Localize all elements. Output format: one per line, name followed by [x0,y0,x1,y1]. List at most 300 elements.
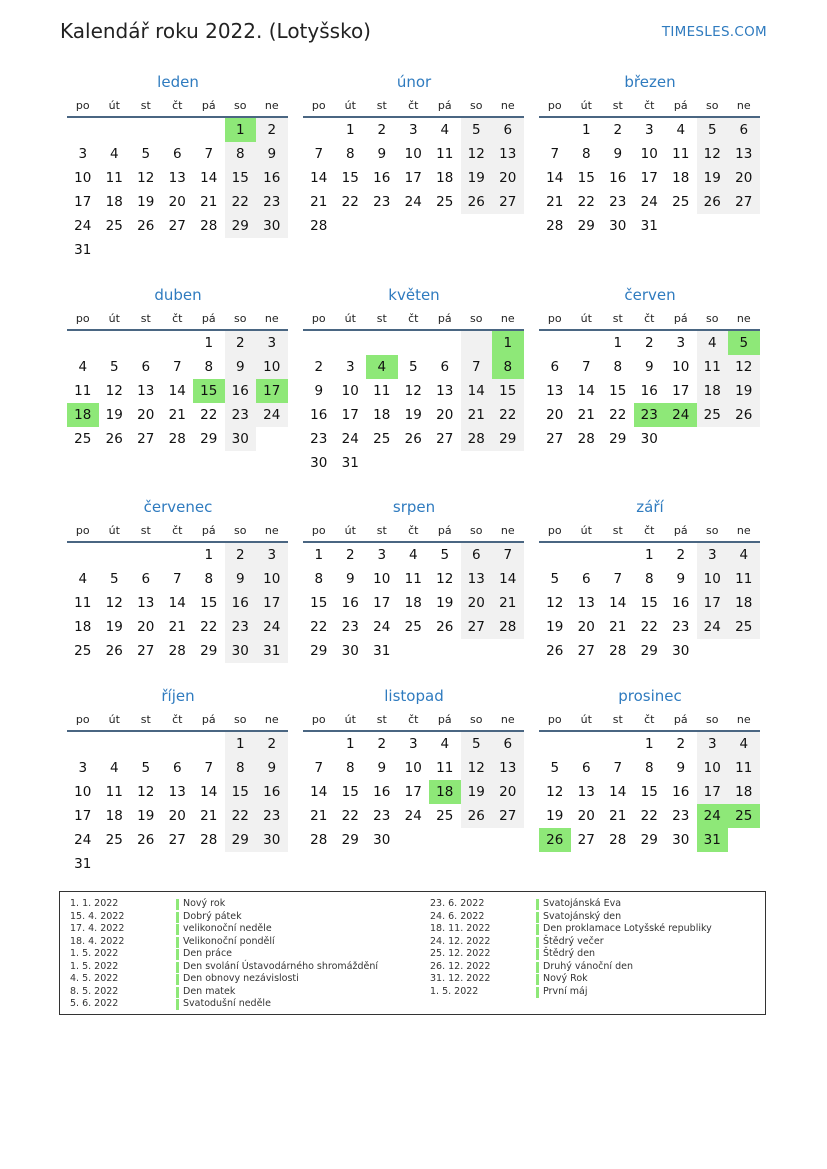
day-cell: 13 [168,784,186,800]
day-cell: 28 [200,218,218,234]
day-cell: 12 [546,784,564,800]
month-name: říjen [161,687,195,705]
day-cell: 11 [672,146,690,162]
weekday-label: pá [673,312,688,325]
legend-date: 23. 6. 2022 [430,898,485,909]
weekday-label: so [706,312,719,325]
weekday-label: po [547,312,562,325]
day-cell: 17 [404,170,422,186]
legend-holiday-name: Svatojánská Eva [543,898,622,909]
day-cell: 24 [341,431,359,447]
weekday-header [539,312,761,326]
weekday-label: ne [500,713,515,726]
weekday-label: út [580,99,592,112]
legend-holiday-name: První máj [543,985,588,997]
day-cell: 15 [492,379,524,403]
day-cell: 27 [168,218,186,234]
day-cell: 25 [697,403,729,427]
legend-marker [176,899,179,910]
day-cell: 25 [672,194,690,210]
day-cell: 25 [728,615,760,639]
legend-date: 5. 6. 2022 [70,998,119,1009]
day-cell: 14 [492,567,524,591]
day-cell: 23 [672,619,690,635]
holiday-day: 17 [256,379,288,403]
day-cell: 11 [105,170,123,186]
day-cell: 31 [341,455,359,471]
day-cell: 20 [728,166,760,190]
weekday-label: čt [172,99,183,112]
day-cell: 27 [461,615,493,639]
day-cell: 9 [676,760,686,776]
day-cell: 1 [345,122,355,138]
day-cell: 2 [314,359,324,375]
day-cell: 12 [461,142,493,166]
day-cell: 20 [137,407,155,423]
day-cell: 21 [577,407,595,423]
day-cell: 24 [74,832,92,848]
day-cell: 26 [137,218,155,234]
day-cell: 18 [74,619,92,635]
day-cell: 3 [78,760,88,776]
day-cell: 25 [404,619,422,635]
day-cell: 31 [74,856,92,872]
weekday-header [539,713,761,727]
day-cell: 29 [640,832,658,848]
day-cell: 30 [609,218,627,234]
legend-date: 31. 12. 2022 [430,973,491,984]
day-cell: 7 [172,571,182,587]
day-cell: 22 [225,804,257,828]
day-cell: 22 [577,194,595,210]
legend-date: 24. 12. 2022 [430,935,491,947]
day-cell: 2 [644,335,654,351]
day-cell: 21 [200,194,218,210]
day-cell: 6 [141,571,151,587]
legend-holiday-name: Svatodušní neděle [183,998,271,1009]
day-cell: 18 [728,780,760,804]
day-cell: 3 [78,146,88,162]
day-cell: 2 [676,547,686,563]
day-cell: 15 [341,170,359,186]
day-cell: 6 [581,571,591,587]
day-cell: 2 [345,547,355,563]
day-cell: 24 [404,194,422,210]
weekday-header [303,312,525,326]
day-cell: 6 [172,146,182,162]
holiday-day: 18 [67,403,99,427]
month-name: srpen [392,498,436,516]
weekday-label: st [140,524,151,537]
day-cell: 13 [728,142,760,166]
day-cell: 22 [310,619,328,635]
day-cell: 23 [225,403,257,427]
day-cell: 17 [640,170,658,186]
weekday-label: po [311,524,326,537]
day-cell: 5 [550,760,560,776]
day-cell: 20 [461,591,493,615]
day-cell: 22 [341,808,359,824]
day-cell: 2 [377,736,387,752]
weekday-label: čt [172,713,183,726]
weekday-label: st [140,99,151,112]
day-cell: 24 [697,615,729,639]
day-cell: 2 [256,118,288,142]
legend-marker [536,962,539,973]
weekday-label: čt [644,713,655,726]
legend-marker [536,924,539,935]
day-cell: 22 [609,407,627,423]
day-cell: 24 [256,403,288,427]
day-cell: 14 [200,784,218,800]
day-cell: 9 [377,146,387,162]
day-cell: 22 [640,808,658,824]
weekday-label: so [234,99,247,112]
day-cell: 29 [200,643,218,659]
day-cell: 20 [137,619,155,635]
day-cell: 27 [492,804,524,828]
holiday-day: 5 [728,331,760,355]
weekday-header [303,524,525,538]
legend-marker [536,974,539,985]
day-cell: 13 [137,383,155,399]
day-cell: 26 [697,190,729,214]
legend-date: 18. 4. 2022 [70,935,125,947]
day-cell: 21 [168,407,186,423]
day-cell: 20 [546,407,564,423]
day-cell: 16 [225,591,257,615]
weekday-label: po [547,524,562,537]
day-cell: 23 [609,194,627,210]
day-cell: 10 [256,567,288,591]
weekday-header [67,713,289,727]
day-cell: 28 [200,832,218,848]
day-cell: 5 [109,571,119,587]
holiday-day: 15 [193,379,225,403]
weekday-label: pá [673,99,688,112]
day-cell: 13 [461,567,493,591]
day-cell: 16 [225,379,257,403]
day-cell: 4 [78,359,88,375]
weekday-label: so [706,713,719,726]
day-cell: 3 [644,122,654,138]
weekday-label: út [108,713,120,726]
weekday-label: st [140,713,151,726]
day-cell: 15 [225,166,257,190]
day-cell: 20 [492,780,524,804]
day-cell: 10 [74,170,92,186]
day-cell: 10 [341,383,359,399]
weekday-label: so [470,99,483,112]
day-cell: 6 [440,359,450,375]
legend-holiday-name: Den svolání Ústavodárného shromáždění [183,960,378,972]
day-cell: 15 [609,383,627,399]
day-cell: 27 [546,431,564,447]
legend-holiday-name: velikonoční neděle [183,923,272,934]
day-cell: 29 [225,214,257,238]
day-cell: 15 [341,784,359,800]
weekday-label: út [108,99,120,112]
day-cell: 6 [492,732,524,756]
day-cell: 22 [200,619,218,635]
day-cell: 7 [204,760,214,776]
day-cell: 13 [577,784,595,800]
weekday-label: út [580,713,592,726]
weekday-label: ne [264,524,279,537]
weekday-label: čt [644,312,655,325]
holiday-day: 23 [634,403,666,427]
day-cell: 31 [373,643,391,659]
day-cell: 27 [436,431,454,447]
day-cell: 19 [137,808,155,824]
day-cell: 11 [404,571,422,587]
day-cell: 6 [172,760,182,776]
legend-holiday-name: Den obnovy nezávislosti [183,973,299,984]
day-cell: 10 [697,567,729,591]
day-cell: 24 [256,615,288,639]
day-cell: 20 [492,166,524,190]
month-name: prosinec [618,687,682,705]
day-cell: 8 [204,571,214,587]
day-cell: 3 [408,122,418,138]
day-cell: 9 [676,571,686,587]
day-cell: 25 [105,218,123,234]
day-cell: 3 [408,736,418,752]
weekday-label: pá [673,524,688,537]
weekday-label: ne [500,99,515,112]
weekday-header [303,713,525,727]
day-cell: 24 [74,218,92,234]
holiday-day: 31 [697,828,729,852]
day-cell: 14 [200,170,218,186]
day-cell: 29 [200,431,218,447]
legend-marker [536,912,539,923]
weekday-label: so [706,99,719,112]
day-cell: 2 [225,543,257,567]
day-cell: 28 [310,832,328,848]
legend-marker [176,962,179,973]
day-cell: 28 [168,643,186,659]
day-cell: 12 [697,142,729,166]
holiday-day: 26 [539,828,571,852]
day-cell: 12 [105,383,123,399]
weekday-label: ne [264,713,279,726]
legend-date: 26. 12. 2022 [430,960,491,972]
day-cell: 4 [109,146,119,162]
month-name: květen [388,286,440,304]
day-cell: 17 [404,784,422,800]
weekday-label: so [234,713,247,726]
day-cell: 11 [728,567,760,591]
day-cell: 31 [74,242,92,258]
day-cell: 7 [492,543,524,567]
holiday-day: 24 [697,804,729,828]
day-cell: 17 [256,591,288,615]
weekday-label: čt [408,524,419,537]
day-cell: 30 [373,832,391,848]
day-cell: 19 [546,808,564,824]
day-cell: 12 [436,571,454,587]
day-cell: 16 [640,383,658,399]
day-cell: 8 [581,146,591,162]
legend-date: 8. 5. 2022 [70,985,119,997]
day-cell: 8 [314,571,324,587]
day-cell: 23 [672,808,690,824]
weekday-label: st [376,713,387,726]
weekday-label: ne [736,713,751,726]
day-cell: 9 [613,146,623,162]
day-cell: 18 [436,170,454,186]
day-cell: 30 [341,643,359,659]
day-cell: 20 [168,808,186,824]
day-cell: 7 [461,355,493,379]
weekday-label: pá [201,99,216,112]
day-cell: 7 [581,359,591,375]
legend-holiday-name: Nový rok [183,898,226,909]
holiday-day: 1 [492,331,524,355]
weekday-label: pá [437,99,452,112]
day-cell: 22 [225,190,257,214]
day-cell: 2 [256,732,288,756]
day-cell: 14 [310,784,328,800]
day-cell: 3 [676,335,686,351]
legend-marker [536,949,539,960]
weekday-label: st [376,312,387,325]
day-cell: 13 [137,595,155,611]
day-cell: 5 [461,118,493,142]
day-cell: 4 [440,122,450,138]
day-cell: 19 [137,194,155,210]
weekday-label: st [140,312,151,325]
day-cell: 18 [728,591,760,615]
day-cell: 23 [225,615,257,639]
day-cell: 14 [609,784,627,800]
weekday-label: út [108,524,120,537]
day-cell: 2 [613,122,623,138]
day-cell: 3 [256,331,288,355]
weekday-label: čt [172,312,183,325]
holiday-day: 18 [429,780,461,804]
day-cell: 5 [550,571,560,587]
day-cell: 6 [728,118,760,142]
day-cell: 16 [341,595,359,611]
day-cell: 28 [310,218,328,234]
day-cell: 17 [341,407,359,423]
legend-marker [536,937,539,948]
day-cell: 14 [609,595,627,611]
day-cell: 27 [728,190,760,214]
day-cell: 17 [697,591,729,615]
weekday-label: út [580,312,592,325]
day-cell: 1 [644,547,654,563]
day-cell: 21 [609,808,627,824]
day-cell: 21 [168,619,186,635]
day-cell: 21 [200,808,218,824]
weekday-label: po [547,99,562,112]
day-cell: 27 [137,643,155,659]
day-cell: 16 [256,780,288,804]
weekday-label: so [470,312,483,325]
day-cell: 3 [697,543,729,567]
day-cell: 11 [74,383,92,399]
day-cell: 21 [310,808,328,824]
holiday-day: 4 [366,355,398,379]
month-name: červen [624,286,676,304]
day-cell: 28 [168,431,186,447]
day-cell: 26 [404,431,422,447]
day-cell: 4 [728,732,760,756]
day-cell: 24 [640,194,658,210]
day-cell: 10 [697,756,729,780]
day-cell: 17 [373,595,391,611]
weekday-label: st [612,524,623,537]
day-cell: 12 [461,756,493,780]
day-cell: 18 [404,595,422,611]
weekday-label: st [612,99,623,112]
month-name: leden [157,73,199,91]
day-cell: 13 [168,170,186,186]
weekday-label: ne [736,524,751,537]
weekday-label: ne [264,99,279,112]
weekday-label: pá [201,312,216,325]
weekday-label: so [706,524,719,537]
day-cell: 19 [461,166,493,190]
day-cell: 11 [436,760,454,776]
day-cell: 29 [577,218,595,234]
day-cell: 17 [74,194,92,210]
brand-link[interactable]: TIMESLES.COM [661,24,767,40]
weekday-label: po [311,713,326,726]
day-cell: 25 [436,194,454,210]
day-cell: 26 [105,431,123,447]
day-cell: 18 [373,407,391,423]
weekday-label: út [344,99,356,112]
day-cell: 21 [609,619,627,635]
legend-marker [176,987,179,998]
day-cell: 29 [492,427,524,451]
day-cell: 16 [256,166,288,190]
day-cell: 14 [577,383,595,399]
day-cell: 20 [436,407,454,423]
day-cell: 27 [492,190,524,214]
day-cell: 23 [341,619,359,635]
day-cell: 5 [109,359,119,375]
day-cell: 25 [373,431,391,447]
day-cell: 10 [404,760,422,776]
day-cell: 29 [225,828,257,852]
day-cell: 1 [581,122,591,138]
day-cell: 26 [728,403,760,427]
day-cell: 14 [168,595,186,611]
weekday-label: pá [201,524,216,537]
day-cell: 26 [436,619,454,635]
legend-holiday-name: Dobrý pátek [183,910,242,922]
day-cell: 2 [377,122,387,138]
weekday-label: ne [500,524,515,537]
day-cell: 8 [345,760,355,776]
day-cell: 1 [644,736,654,752]
month-name: červenec [143,498,213,516]
day-cell: 14 [461,379,493,403]
legend-date: 18. 11. 2022 [430,923,491,934]
legend-marker [176,924,179,935]
day-cell: 7 [172,359,182,375]
day-cell: 12 [137,784,155,800]
day-cell: 9 [314,383,324,399]
weekday-label: čt [408,312,419,325]
day-cell: 8 [644,571,654,587]
day-cell: 12 [728,355,760,379]
